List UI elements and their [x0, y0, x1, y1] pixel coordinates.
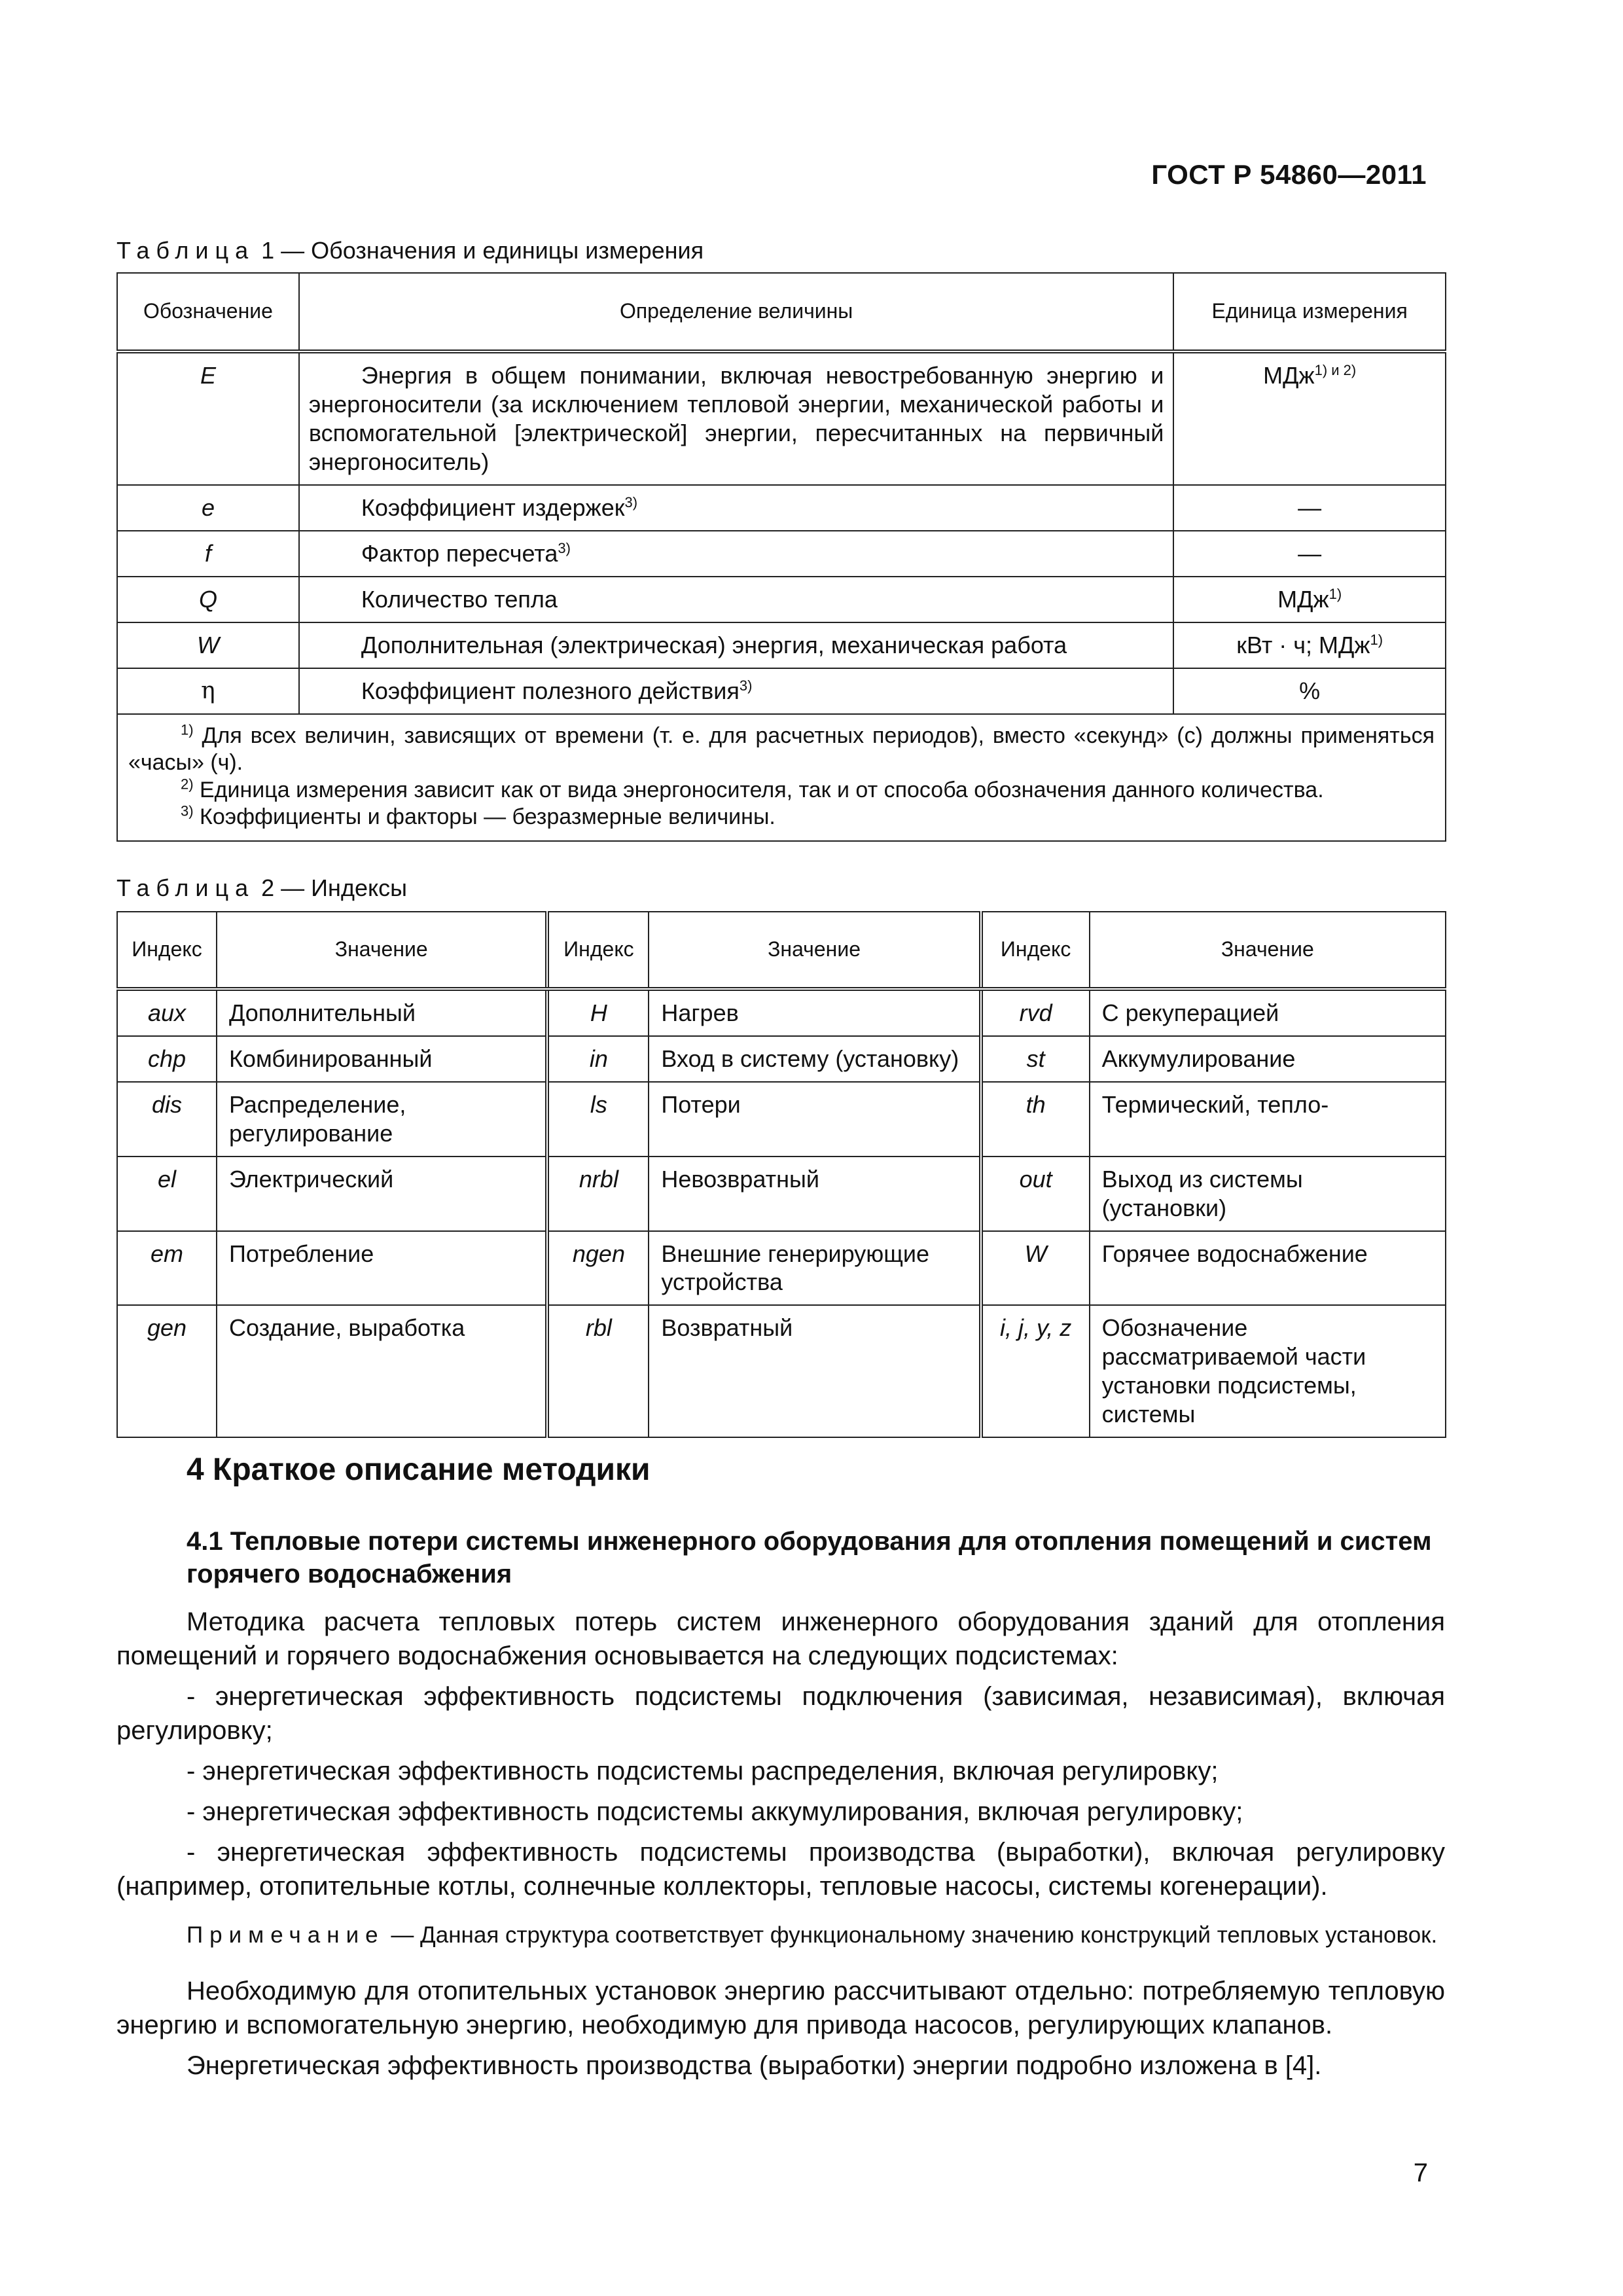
- index-cell: ls: [547, 1082, 649, 1157]
- index-cell: aux: [117, 989, 217, 1036]
- table-row: [117, 1305, 1446, 1437]
- list-item: - энергетическая эффективность подсистемы производства (выработки), включая регулировку (например, отопительные котлы, солнечные коллекторы, тепловые насосы, системы когенерации).: [116, 1838, 1445, 1901]
- note: [116, 1920, 1445, 1950]
- definition-text: Дополнительная (электрическая) энергия, механическая работа: [361, 631, 1067, 658]
- paragraph: Методика расчета тепловых потерь систем инженерного оборудования зданий для отопления помещений и горячего водоснабжения основывается на следующих подсистемах:: [116, 1607, 1445, 1670]
- unit-text: МДж: [1263, 362, 1315, 389]
- footnote-mark: 1): [181, 721, 194, 738]
- subsection-title: 4.1 Тепловые потери системы инженерного оборудования для отопления помещений и систем горячего водоснабжения: [187, 1527, 1432, 1588]
- table-row: [117, 622, 1446, 668]
- definition-cell: [299, 351, 1173, 485]
- symbol-cell: η: [117, 668, 299, 714]
- section-title: 4 Краткое описание методики: [187, 1452, 651, 1487]
- meaning-cell: Внешние генерирующие устройства: [649, 1231, 980, 1306]
- definition-text: Энергия в общем понимании, включая невостребованную энергию и энергоносители (за исключением тепловой энергии, механической работы и вспомогательной [электрической] энергии, пересчитанных на первичный энергоноситель): [308, 362, 1164, 475]
- table-row: [117, 485, 1446, 531]
- standard-number: ГОСТ Р 54860—2011: [1151, 159, 1427, 190]
- footnote-text: Единица измерения зависит как от вида энергоносителя, так и от способа обозначения данного количества.: [193, 777, 1324, 802]
- unit-cell: —: [1173, 531, 1446, 577]
- unit-text: МДж: [1277, 585, 1329, 613]
- meaning-cell: Возвратный: [649, 1305, 980, 1437]
- meaning-cell: Электрический: [217, 1157, 548, 1231]
- index-cell: H: [547, 989, 649, 1036]
- table1-caption-text: 1 — Обозначения и единицы измерения: [255, 237, 704, 264]
- definition-text: Коэффициент издержек: [361, 493, 625, 521]
- definition-cell: [299, 531, 1173, 577]
- table1-header-symbol: Обозначение: [117, 273, 299, 351]
- definition-footnote-ref: 3): [624, 493, 638, 511]
- definition-footnote-ref: 3): [558, 539, 571, 556]
- meaning-cell: Потери: [649, 1082, 980, 1157]
- table2-header-index: Индекс: [981, 912, 1090, 989]
- symbol-cell: Q: [117, 577, 299, 622]
- note-prefix: Примечание: [187, 1922, 385, 1948]
- definition-cell: [299, 622, 1173, 668]
- symbol-cell: E: [117, 351, 299, 485]
- table-row: [117, 989, 1446, 1036]
- footnote: [128, 777, 1435, 804]
- index-cell: chp: [117, 1036, 217, 1082]
- table-row: [117, 531, 1446, 577]
- unit-cell: [1173, 577, 1446, 622]
- list-item: - энергетическая эффективность подсистемы подключения (зависимая, независимая), включая регулировку;: [116, 1682, 1445, 1745]
- table-row: [117, 668, 1446, 714]
- meaning-cell: Распределение, регулирование: [217, 1082, 548, 1157]
- definition-cell: [299, 485, 1173, 531]
- index-cell: nrbl: [547, 1157, 649, 1231]
- index-cell: th: [981, 1082, 1090, 1157]
- table-row: [117, 1036, 1446, 1082]
- meaning-cell: Невозвратный: [649, 1157, 980, 1231]
- table-designations: [116, 272, 1446, 842]
- table2-header-meaning: Значение: [649, 912, 980, 989]
- definition-cell: [299, 668, 1173, 714]
- table2-header-meaning: Значение: [1090, 912, 1446, 989]
- unit-cell: %: [1173, 668, 1446, 714]
- index-cell: dis: [117, 1082, 217, 1157]
- definition-text: Фактор пересчета: [361, 539, 558, 567]
- index-cell: el: [117, 1157, 217, 1231]
- table-row: [117, 1231, 1446, 1306]
- table2-header-index: Индекс: [547, 912, 649, 989]
- meaning-cell: Вход в систему (установку): [649, 1036, 980, 1082]
- paragraph: Энергетическая эффективность производства (выработки) энергии подробно изложена в [4].: [187, 2051, 1322, 2080]
- meaning-cell: Нагрев: [649, 989, 980, 1036]
- index-cell: rbl: [547, 1305, 649, 1437]
- footnote-text: Коэффициенты и факторы — безразмерные величины.: [193, 804, 776, 830]
- table1-caption: [116, 237, 704, 264]
- table-row: [117, 1082, 1446, 1157]
- meaning-cell: Горячее водоснабжение: [1090, 1231, 1446, 1306]
- meaning-cell: Создание, выработка: [217, 1305, 548, 1437]
- table1-header-definition: Определение величины: [299, 273, 1173, 351]
- meaning-cell: Комбинированный: [217, 1036, 548, 1082]
- note-text: — Данная структура соответствует функциональному значению конструкций тепловых установок.: [384, 1922, 1438, 1948]
- footnote-mark: 3): [181, 802, 194, 819]
- table2-caption-text: 2 — Индексы: [255, 874, 407, 901]
- index-cell: st: [981, 1036, 1090, 1082]
- table-indices: [116, 911, 1446, 1438]
- index-cell: em: [117, 1231, 217, 1306]
- definition-text: Коэффициент полезного действия: [361, 677, 740, 704]
- list-item: - энергетическая эффективность подсистемы распределения, включая регулировку;: [187, 1757, 1219, 1785]
- table1-header-row: [117, 273, 1446, 351]
- table1-notes-row: [117, 714, 1446, 841]
- page-number: 7: [1413, 2159, 1428, 2187]
- table-row: [117, 577, 1446, 622]
- index-cell: out: [981, 1157, 1090, 1231]
- table1-header-unit: Единица измерения: [1173, 273, 1446, 351]
- unit-cell: [1173, 351, 1446, 485]
- index-cell: gen: [117, 1305, 217, 1437]
- unit-cell: —: [1173, 485, 1446, 531]
- footnote: [128, 804, 1435, 831]
- table2-header-row: [117, 912, 1446, 989]
- table-row: [117, 1157, 1446, 1231]
- definition-footnote-ref: 3): [739, 677, 753, 694]
- table1-notes: [117, 714, 1446, 841]
- table2-caption-prefix: Таблица: [116, 874, 255, 901]
- table2-header-index: Индекс: [117, 912, 217, 989]
- symbol-cell: W: [117, 622, 299, 668]
- paragraph: Необходимую для отопительных установок энергию рассчитывают отдельно: потребляемую тепловую энергию и вспомогательную энергию, необходимую для привода насосов, регулирующих клапанов.: [116, 1976, 1445, 2039]
- meaning-cell: С рекуперацией: [1090, 989, 1446, 1036]
- index-cell: W: [981, 1231, 1090, 1306]
- footnote: [128, 723, 1435, 777]
- unit-cell: [1173, 622, 1446, 668]
- index-cell: ngen: [547, 1231, 649, 1306]
- unit-text: кВт · ч; МДж: [1236, 631, 1370, 658]
- symbol-cell: f: [117, 531, 299, 577]
- index-cell: i, j, y, z: [981, 1305, 1090, 1437]
- symbol-cell: e: [117, 485, 299, 531]
- table2-header-meaning: Значение: [217, 912, 548, 989]
- footnote-mark: 2): [181, 776, 194, 793]
- footnote-text: Для всех величин, зависящих от времени (т. е. для расчетных периодов), вместо «секунд» (с) должны применяться «часы» (ч).: [128, 723, 1435, 776]
- meaning-cell: Аккумулирование: [1090, 1036, 1446, 1082]
- meaning-cell: Потребление: [217, 1231, 548, 1306]
- section-body: [116, 1605, 1445, 2089]
- definition-text: Количество тепла: [361, 585, 558, 613]
- meaning-cell: Дополнительный: [217, 989, 548, 1036]
- unit-footnote-ref: 1) и 2): [1314, 362, 1357, 378]
- table-row: [117, 351, 1446, 485]
- unit-footnote-ref: 1): [1329, 585, 1342, 602]
- meaning-cell: Обозначение рассматриваемой части установки подсистемы, системы: [1090, 1305, 1446, 1437]
- meaning-cell: Термический, тепло-: [1090, 1082, 1446, 1157]
- definition-cell: [299, 577, 1173, 622]
- list-item: - энергетическая эффективность подсистемы аккумулирования, включая регулировку;: [187, 1797, 1243, 1826]
- table1-caption-prefix: Таблица: [116, 237, 255, 264]
- index-cell: in: [547, 1036, 649, 1082]
- table2-caption: [116, 874, 407, 902]
- unit-footnote-ref: 1): [1370, 631, 1383, 648]
- meaning-cell: Выход из системы (установки): [1090, 1157, 1446, 1231]
- index-cell: rvd: [981, 989, 1090, 1036]
